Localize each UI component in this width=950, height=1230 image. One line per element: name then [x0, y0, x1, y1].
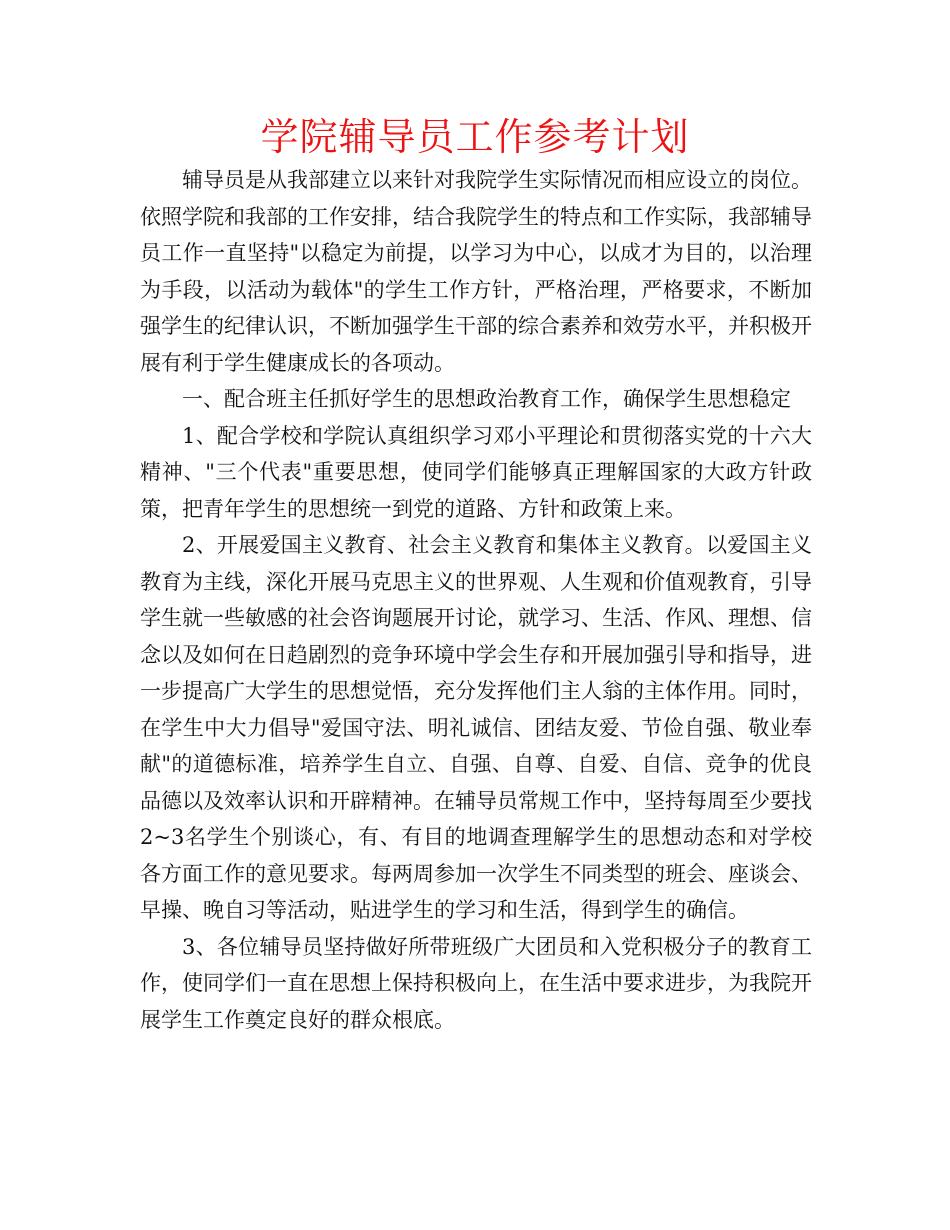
paragraph-item-3: 3、各位辅导员坚持做好所带班级广大团员和入党积极分子的教育工作，使同学们一直在思想上保持积极向上，在生活中要求进步，为我院开展学生工作奠定良好的群众根底。 [140, 934, 812, 1032]
paragraph-item-2: 2、开展爱国主义教育、社会主义教育和集体主义教育。以爱国主义教育为主线，深化开展马克思主义的世界观、人生观和价值观教育，引导学生就一些敏感的社会咨询题展开讨论，就学习、生活、作风、理想、信念以及如何在日趋剧烈的竞争环境中学会生存和开展加强引导和指导，进一步提高广大学生的思想觉悟，充分发挥他们主人翁的主体作用。同时，在学生中大力倡导"爱国守法、明礼诚信、团结友爱、节俭自强、敬业奉献"的道德标准，培养学生自立、自强、自尊、自爱、自信、竞争的优良品德以及效率认识和开辟精神。在辅导员常规工作中，坚持每周至少要找2~3名学生个别谈心，有、有目的地调查理解学生的思想动态和对学校各方面工作的意见要求。每两周参加一次学生不同类型的班会、座谈会、早操、晚自习等活动，贴进学生的学习和生活，得到学生的确信。 [140, 533, 812, 922]
paragraph-intro: 辅导员是从我部建立以来针对我院学生实际情况而相应设立的岗位。依照学院和我部的工作安排，结合我院学生的特点和工作实际，我部辅导员工作一直坚持"以稳定为前提，以学习为中心，以成才为目的，以治理为手段，以活动为载体"的学生工作方针，严格治理，严格要求，不断加强学生的纪律认识，不断加强学生干部的综合素养和效劳水平，并积极开展有利于学生健康成长的各项动。 [140, 168, 812, 375]
document-body [140, 162, 812, 1038]
paragraph-section-1-heading: 一、配合班主任抓好学生的思想政治教育工作，确保学生思想稳定 [182, 387, 791, 411]
document-title: 学院辅导员工作参考计划 [260, 115, 690, 159]
paragraph-item-1: 1、配合学校和学院认真组织学习邓小平理论和贯彻落实党的十六大精神、"三个代表"重要思想，使同学们能够真正理解国家的大政方针政策，把青年学生的思想统一到党的道路、方针和政策上来。 [140, 423, 812, 521]
